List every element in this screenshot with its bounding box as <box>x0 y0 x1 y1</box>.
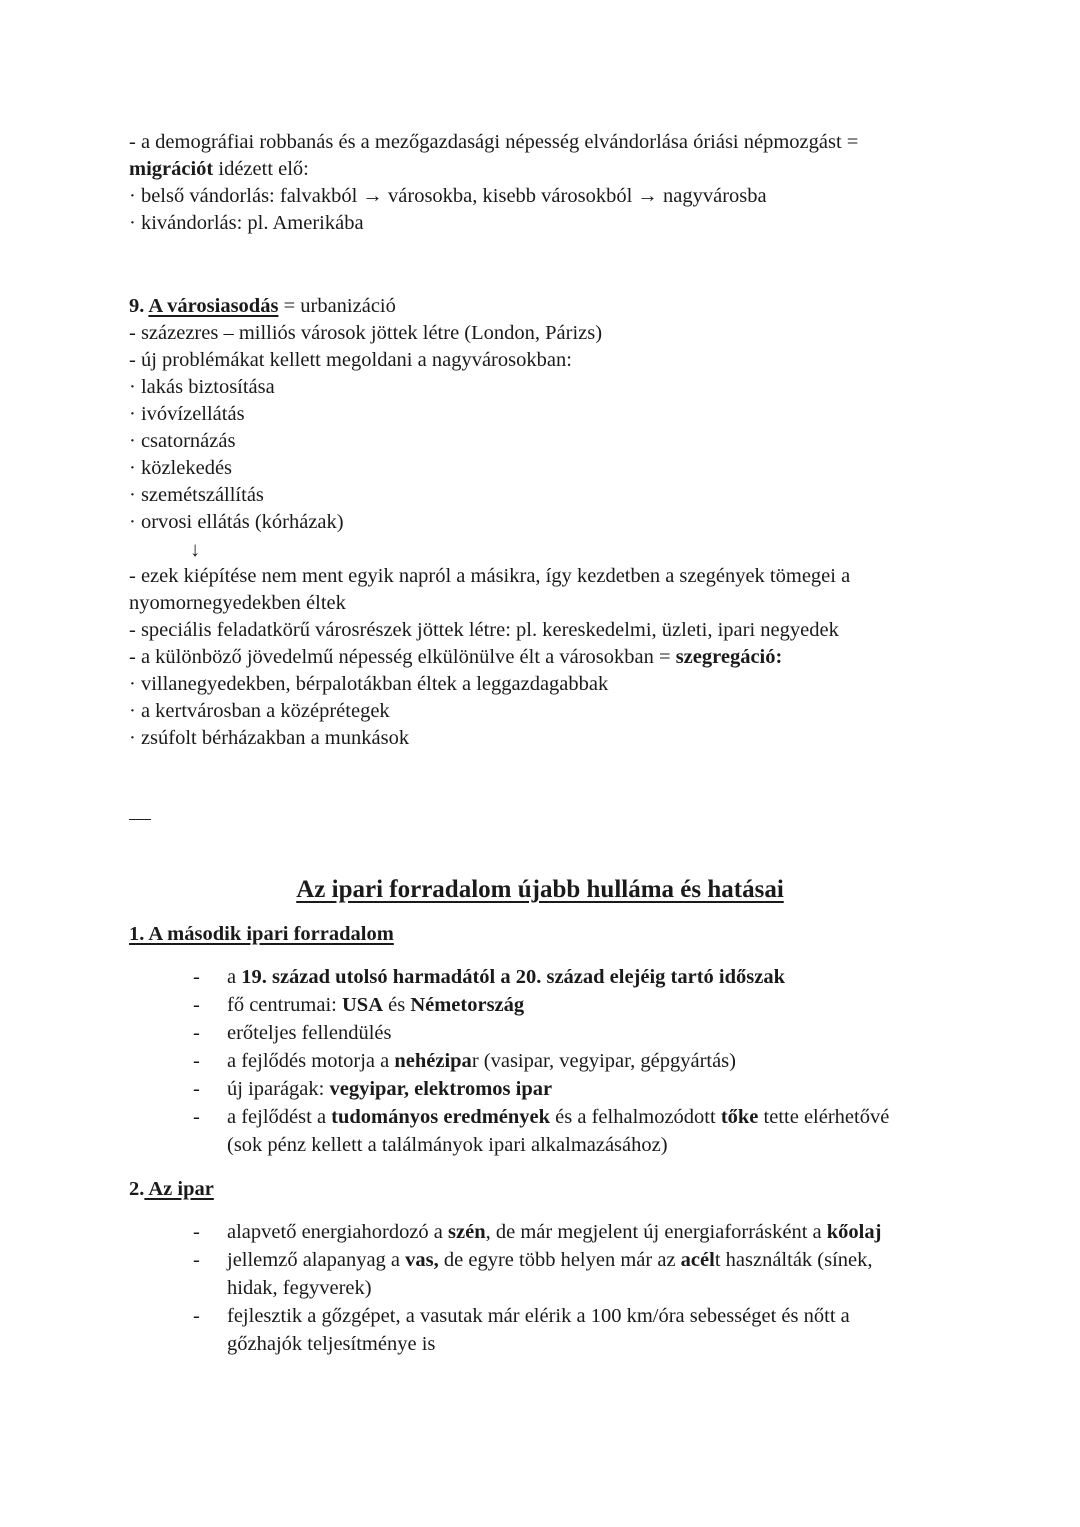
bullet-dash: - <box>193 994 200 1016</box>
text-line <box>129 590 346 617</box>
text-line <box>129 617 839 644</box>
text-line <box>129 347 572 374</box>
horizontal-divider <box>129 819 151 820</box>
item-text: fő centrumai: <box>227 994 342 1016</box>
bold-term: 19. század utolsó harmadától a 20. század elejéig tartó időszak <box>241 966 786 988</box>
section-title: Az ipar <box>144 1178 214 1200</box>
bold-term: tőke <box>720 1106 759 1128</box>
text-line-content: · lakás biztosítása <box>129 376 275 398</box>
list-item-continuation: gőzhajók teljesítménye is <box>227 1333 436 1355</box>
bullet-dash: - <box>193 966 200 988</box>
bold-term: migrációt <box>129 158 214 180</box>
text-line-content: · a kertvárosban a középrétegek <box>129 700 390 722</box>
section-number: 9. <box>129 295 149 317</box>
text-line-content: · ivóvízellátás <box>129 403 245 425</box>
item-text: r (vasipar, vegyipar, gépgyártás) <box>471 1050 736 1072</box>
text-line <box>129 156 309 183</box>
text-line-content: · villanegyedekben, bérpalotákban éltek a leggazdagabbak <box>129 673 609 695</box>
list-item <box>227 1019 392 1047</box>
item-text: és a felhalmozódott <box>550 1106 721 1128</box>
item-text: erőteljes fellendülés <box>227 1022 392 1044</box>
list-item <box>227 991 524 1019</box>
text-line-content: idézett elő: <box>213 158 309 180</box>
text-line <box>129 644 782 671</box>
subsection-heading <box>129 1176 214 1203</box>
text-line-content: - új problémákat kellett megoldani a nagyvárosokban: <box>129 349 572 371</box>
list-item <box>227 963 785 991</box>
item-text: jellemző alapanyag a <box>227 1249 406 1271</box>
bullet-dash: - <box>193 1249 200 1271</box>
list-item <box>129 401 245 428</box>
list-item <box>129 428 235 455</box>
item-text: de egyre több helyen már az <box>438 1249 681 1271</box>
bold-term: Németország <box>410 994 525 1016</box>
list-item <box>129 455 232 482</box>
item-text: új iparágak: <box>227 1078 330 1100</box>
bold-term: nehézipa <box>394 1050 472 1072</box>
item-text: és <box>383 994 411 1016</box>
bold-term: szegregáció: <box>675 646 783 668</box>
text-line-content: · orvosi ellátás (kórházak) <box>129 511 344 533</box>
bold-term: tudományos eredmények <box>331 1106 551 1128</box>
list-item <box>129 671 608 698</box>
text-line-content: - százezres – milliós városok jöttek létre (London, Párizs) <box>129 322 603 344</box>
item-text: alapvető energiahordozó a <box>227 1221 449 1243</box>
text-line-content: · kivándorlás: pl. Amerikába <box>129 212 364 234</box>
list-item <box>227 1246 873 1274</box>
item-text: a fejlődést a <box>227 1106 332 1128</box>
bold-term: kőolaj <box>826 1221 882 1243</box>
text-line <box>129 183 767 210</box>
text-line-content: · csatornázás <box>129 430 236 452</box>
list-item <box>129 725 409 752</box>
item-text: t használták (sínek, <box>714 1249 873 1271</box>
page-title: Az ipari forradalom újabb hulláma és hatásai <box>296 876 784 903</box>
list-item <box>227 1075 552 1103</box>
text-line <box>129 210 364 237</box>
subsection-heading: 1. A második ipari forradalom <box>129 923 394 945</box>
bold-term: vas, <box>405 1249 439 1271</box>
bullet-dash: - <box>193 1305 200 1327</box>
bold-term: vegyipar, elektromos ipar <box>329 1078 553 1100</box>
bullet-dash: - <box>193 1022 200 1044</box>
section-title-rest: = urbanizáció <box>278 295 396 317</box>
list-item <box>227 1103 889 1131</box>
bold-term: szén <box>448 1221 486 1243</box>
bold-term: USA <box>341 994 383 1016</box>
item-text: a fejlődés motorja a <box>227 1050 395 1072</box>
text-line-content: - a különböző jövedelmű népesség elkülönülve élt a városokban = <box>129 646 676 668</box>
text-line-content: - speciális feladatkörű városrészek jöttek létre: pl. kereskedelmi, üzleti, ipari negyedek <box>129 619 839 641</box>
section-heading <box>129 293 396 320</box>
list-item: fejlesztik a gőzgépet, a vasutak már elérik a 100 km/óra sebességet és nőtt a <box>227 1305 850 1327</box>
text-line-content: nyomornegyedekben éltek <box>129 592 346 614</box>
text-line <box>129 563 850 590</box>
list-item <box>129 698 390 725</box>
list-item <box>227 1047 736 1075</box>
list-item-continuation: (sok pénz kellett a találmányok ipari alkalmazásához) <box>227 1134 668 1156</box>
list-item <box>129 482 264 509</box>
bold-term: acél <box>680 1249 715 1271</box>
list-item <box>129 374 275 401</box>
text-line-content: - a demográfiai robbanás és a mezőgazdasági népesség elvándorlása óriási népmozgást = <box>129 131 859 153</box>
text-line-content: · közlekedés <box>129 457 233 479</box>
bullet-dash: - <box>193 1221 200 1243</box>
text-line-content: · zsúfolt bérházakban a munkások <box>129 727 410 749</box>
text-line-content: · szemétszállítás <box>129 484 264 506</box>
item-text: a <box>227 966 242 988</box>
arrow-down-icon: ↓ <box>190 539 201 561</box>
item-text: , de már megjelent új energiaforrásként a <box>485 1221 827 1243</box>
text-line-content: - ezek kiépítése nem ment egyik napról a másikra, így kezdetben a szegények tömegei a <box>129 565 851 587</box>
section-title: A városiasodás <box>148 295 279 317</box>
list-item-continuation: hidak, fegyverek) <box>227 1277 372 1299</box>
section-number: 2. <box>129 1178 145 1200</box>
item-text: tette elérhetővé <box>758 1106 890 1128</box>
list-item <box>227 1218 881 1246</box>
list-item <box>129 509 344 536</box>
bullet-dash: - <box>193 1106 200 1128</box>
text-line <box>129 320 602 347</box>
text-line <box>129 129 858 156</box>
text-line-content: · belső vándorlás: falvakból → városokba, kisebb városokból → nagyvárosba <box>129 185 767 207</box>
bullet-dash: - <box>193 1078 200 1100</box>
bullet-dash: - <box>193 1050 200 1072</box>
